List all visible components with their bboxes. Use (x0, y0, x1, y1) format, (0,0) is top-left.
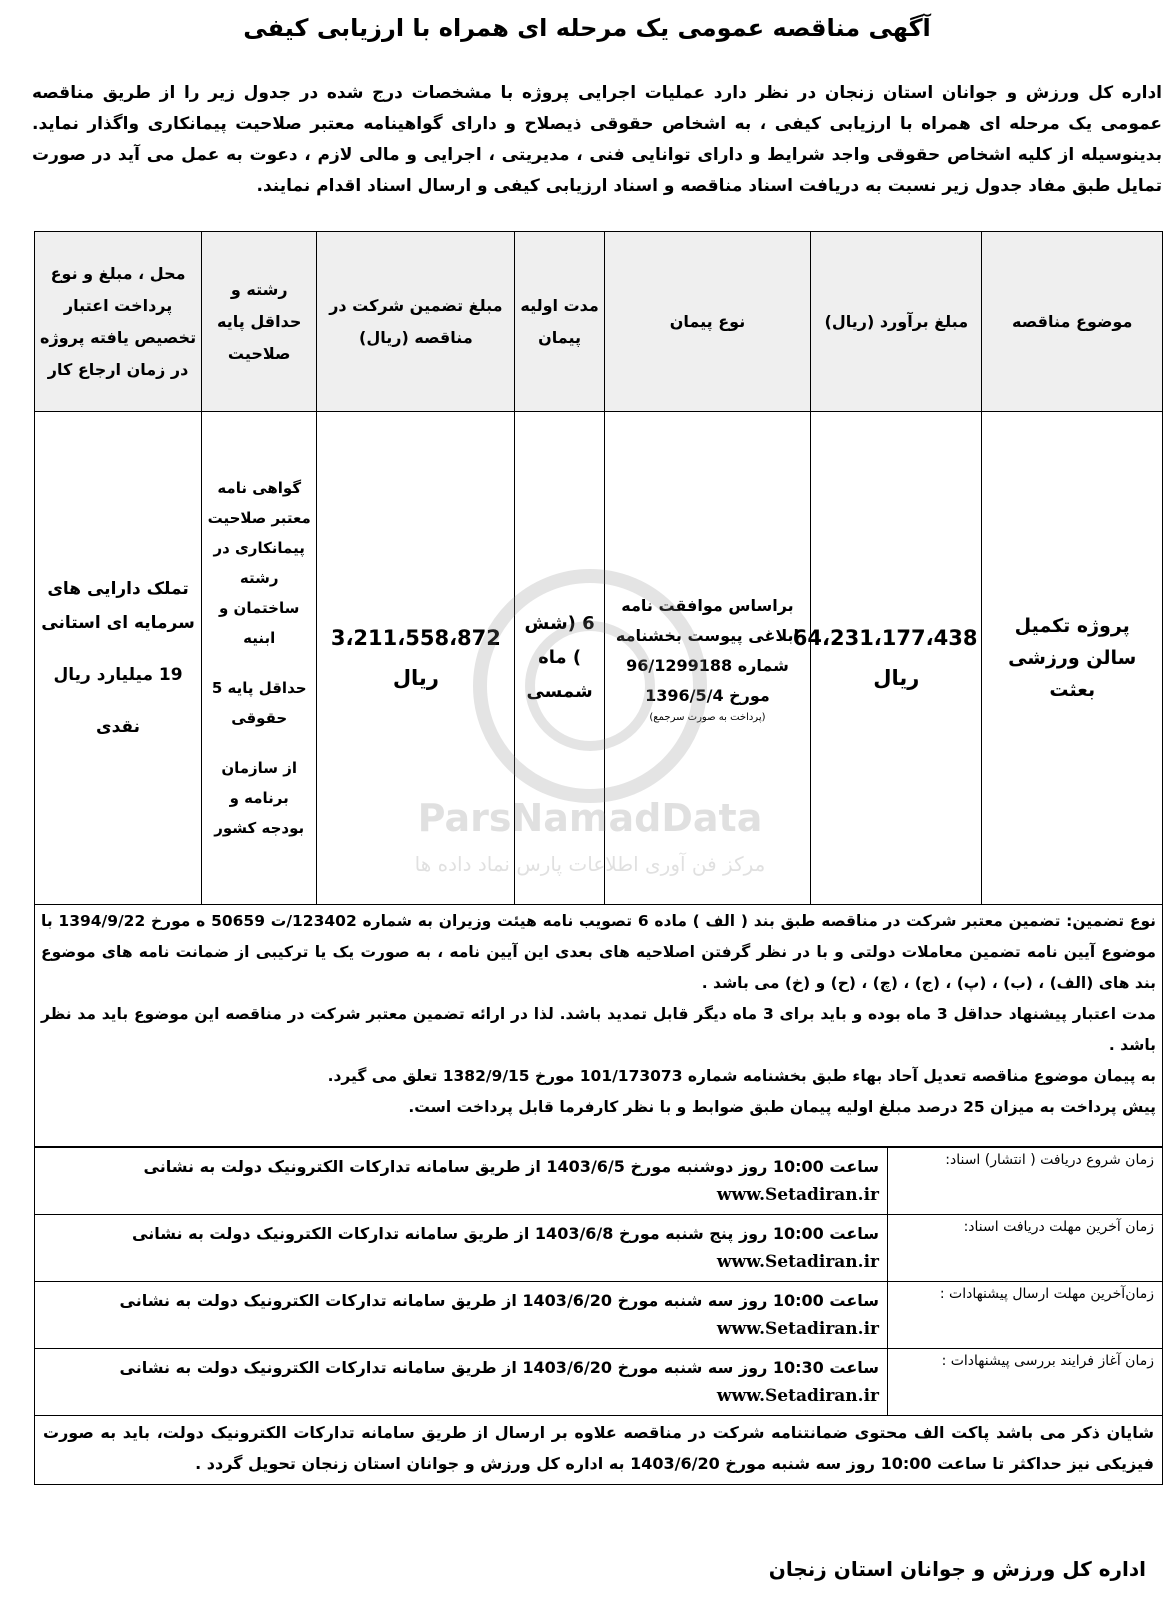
header-estimate: مبلغ برآورد (ریال) (811, 232, 982, 412)
schedule-label: زمان‌آخرین مهلت ارسال پیشنهادات : (888, 1282, 1163, 1349)
funding-line-2: 19 میلیارد ریال (53, 665, 183, 685)
note-validity: مدت اعتبار پیشنهاد حداقل 3 ماه بوده و باید برای 3 ماه دیگر قابل تمدید باشد. لذا در ارائه تضمین معتبر شرکت در مناقصه این موضوع باید مد نظر باشد . (41, 1005, 1156, 1054)
setadiran-link[interactable]: www.Setadiran.ir (716, 1386, 879, 1406)
footnote-paragraph: شایان ذکر می باشد پاکت الف محتوی ضمانتنامه شرکت در مناقصه علاوه بر ارسال از طریق سامانه تدارکات الکترونیک دولت، باید به صورت فیزیکی نیز حداکثر تا ساعت 10:00 روز سه شنبه مورخ 1403/6/20 به اداره کل ورزش و جوانان استان زنجان تحویل گردد . (34, 1413, 1163, 1485)
header-duration: مدت اولیه پیمان (515, 232, 604, 412)
qualification-line-3: از سازمان برنامه و بودجه کشور (214, 759, 305, 837)
schedule-row (35, 1282, 1163, 1349)
schedule-text: ساعت 10:30 روز سه شنبه مورخ 1403/6/20 از طریق سامانه تدارکات الکترونیک دولت به نشانی (119, 1358, 879, 1377)
header-subject: موضوع مناقصه (982, 232, 1163, 412)
schedule-row (35, 1349, 1163, 1416)
guarantee-unit: ریال (392, 666, 439, 690)
funding-line-3: نقدی (96, 717, 141, 737)
page-title: آگهی مناقصه عمومی یک مرحله ای همراه با ارزیابی کیفی (243, 14, 931, 42)
funding-line-1: تملک دارایی های سرمایه ای استانی (41, 579, 195, 633)
estimate-amount: 64،231،177،438 (792, 626, 978, 650)
cell-funding (35, 412, 202, 905)
watermark-tagline: مرکز فن آوری اطلاعات پارس نماد داده ها (414, 852, 766, 876)
qualification-line-1: گواهی نامه معتبر صلاحیت پیمانکاری در رشته ساختمان و ابنیه (207, 479, 311, 647)
notes-section (34, 903, 1163, 1147)
header-funding: محل ، مبلغ و نوع پرداخت اعتبار تخصیص یافته پروژه در زمان ارجاع کار (35, 232, 202, 412)
cell-guarantee (317, 412, 515, 905)
setadiran-link[interactable]: www.Setadiran.ir (716, 1252, 879, 1272)
tender-table (34, 231, 1163, 905)
schedule-value (35, 1215, 888, 1282)
note-prepayment: پیش پرداخت به میزان 25 درصد مبلغ اولیه پیمان طبق ضوابط و با نظر کارفرما قابل پرداخت است. (408, 1098, 1156, 1116)
note-guarantee-type: نوع تضمین: تضمین معتبر شرکت در مناقصه طبق بند ( الف ) ماده 6 تصویب نامه هیئت وزیران به شماره 123402/ت 50659 ه مورخ 1394/9/22 با موضوع آیین نامه تضمین معاملات دولتی و با در نظر گرفتن اصلاحیه های بعدی این آیین نامه ، به صورت یک یا ترکیبی از ضمانت نامه های موضوع بند های (الف) ، (ب) ، (پ) ، (ج) ، (چ) ، (ح) و (خ) می باشد . (41, 912, 1157, 992)
header-guarantee: مبلغ تضمین شرکت در مناقصه (ریال) (317, 232, 515, 412)
cell-estimate (792, 412, 982, 905)
setadiran-link[interactable]: www.Setadiran.ir (716, 1319, 879, 1339)
schedule-label: زمان آغاز فرایند بررسی پیشنهادات : (888, 1349, 1163, 1416)
schedule-text: ساعت 10:00 روز سه شنبه مورخ 1403/6/20 از طریق سامانه تدارکات الکترونیک دولت به نشانی (119, 1291, 879, 1310)
header-contract-type: نوع پیمان (604, 232, 811, 412)
schedule-label: زمان آخرین مهلت دریافت اسناد: (888, 1215, 1163, 1282)
intro-paragraph: اداره کل ورزش و جوانان استان زنجان در نظر دارد عملیات اجرایی پروژه با مشخصات درج شده در جدول زیر را از طریق مناقصه عمومی یک مرحله ای همراه با ارزیابی کیفی ، به اشخاص حقوقی ذیصلاح و دارای گواهینامه معتبر صلاحیت پیمانکاری واگذار نماید. بدینوسیله از کلیه اشخاص حقوقی واجد شرایط و دارای توانایی فنی ، مدیریتی ، اجرایی و مالی لازم ، دعوت به عمل می آید در صورت تمایل طبق مفاد جدول زیر نسبت به دریافت اسناد مناقصه و اسناد ارزیابی کیفی و ارسال اسناد اقدام نمایند. (32, 83, 1162, 196)
watermark-brand: ParsNamadData (417, 796, 763, 840)
signature: اداره کل ورزش و جوانان استان زنجان (768, 1557, 1146, 1581)
guarantee-amount: 3،211،558،872 (330, 626, 501, 650)
contract-type-note: (پرداخت به صورت سرجمع) (649, 712, 766, 723)
estimate-unit: ریال (873, 666, 920, 690)
header-qualification: رشته و حداقل پایه صلاحیت (202, 232, 317, 412)
schedule-value (35, 1349, 888, 1416)
cell-duration: 6 (شش ) ماه شمسی (515, 412, 604, 905)
table-header-row (35, 232, 1163, 412)
cell-subject: پروژه تکمیل سالن ورزشی بعثت (982, 412, 1163, 905)
schedule-row (35, 1215, 1163, 1282)
cell-qualification (202, 412, 317, 905)
schedule-value (35, 1148, 888, 1215)
schedule-label: زمان شروع دریافت ( انتشار) اسناد: (888, 1148, 1163, 1215)
qualification-line-2: حداقل پایه 5 حقوقی (211, 679, 307, 727)
cell-contract-type (604, 412, 811, 905)
schedule-text: ساعت 10:00 روز دوشنبه مورخ 1403/6/5 از طریق سامانه تدارکات الکترونیک دولت به نشانی (143, 1157, 879, 1176)
schedule-table (34, 1147, 1163, 1416)
setadiran-link[interactable]: www.Setadiran.ir (716, 1185, 879, 1205)
note-price-adjustment: به پیمان موضوع مناقصه تعدیل آحاد بهاء طبق بخشنامه شماره 101/173073 مورخ 1382/9/15 تعلق می گیرد. (327, 1067, 1156, 1085)
schedule-value (35, 1282, 888, 1349)
contract-type-text: براساس موافقت نامه ابلاغی پیوست بخشنامه شماره 96/1299188 مورخ 1396/5/4 (615, 596, 800, 705)
schedule-text: ساعت 10:00 روز پنج شنبه مورخ 1403/6/8 از طریق سامانه تدارکات الکترونیک دولت به نشانی (132, 1224, 879, 1243)
schedule-row (35, 1148, 1163, 1215)
table-row (35, 412, 1163, 905)
